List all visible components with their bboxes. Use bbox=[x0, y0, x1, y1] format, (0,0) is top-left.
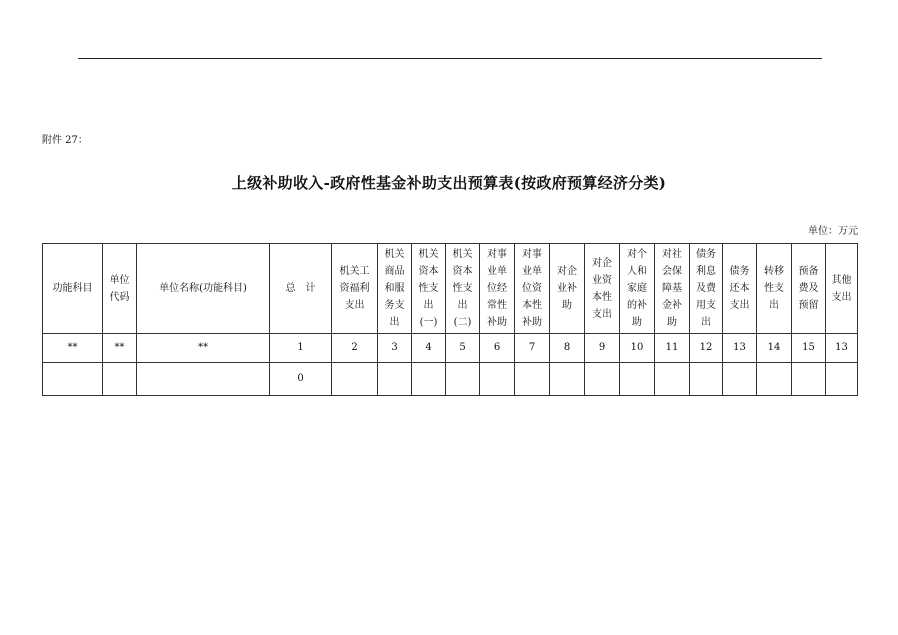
column-header-line: 障基 bbox=[662, 283, 682, 294]
data-cell bbox=[137, 363, 270, 396]
column-header bbox=[137, 244, 270, 334]
index-cell: 3 bbox=[378, 334, 412, 363]
column-header-line: 金补 bbox=[662, 300, 682, 311]
column-header-line: 和服 bbox=[384, 283, 405, 294]
column-header-line: 单位 bbox=[109, 274, 130, 286]
column-header-line: 机关 bbox=[384, 249, 405, 260]
column-header bbox=[332, 244, 378, 334]
index-cell: 8 bbox=[550, 334, 585, 363]
top-divider bbox=[78, 58, 822, 59]
column-header-line: 对企 bbox=[557, 266, 577, 277]
column-header bbox=[412, 244, 446, 334]
column-header-line: 预留 bbox=[798, 300, 819, 311]
column-header-line: 的补 bbox=[627, 300, 647, 311]
column-header bbox=[550, 244, 585, 334]
index-cell: ** bbox=[103, 334, 137, 363]
column-header-line: 常性 bbox=[487, 300, 507, 311]
column-header-line: 出 bbox=[457, 300, 468, 311]
column-header bbox=[43, 244, 103, 334]
column-header-line: 转移 bbox=[764, 266, 784, 277]
column-header-line: 单位名称(功能科目) bbox=[159, 283, 247, 294]
column-header-line: 资福利 bbox=[339, 283, 370, 294]
column-header-line: 对个 bbox=[627, 249, 647, 260]
column-header bbox=[826, 244, 858, 334]
data-cell bbox=[550, 363, 585, 396]
data-cell bbox=[620, 363, 655, 396]
column-header-line: 债务 bbox=[696, 249, 716, 260]
index-cell: 13 bbox=[723, 334, 757, 363]
column-header bbox=[723, 244, 757, 334]
index-cell: 5 bbox=[446, 334, 480, 363]
column-header-line: (一) bbox=[419, 317, 438, 328]
column-header-line: 业补 bbox=[557, 283, 577, 294]
data-cell bbox=[826, 363, 858, 396]
column-header bbox=[446, 244, 480, 334]
index-cell: 10 bbox=[620, 334, 655, 363]
index-cell: 4 bbox=[412, 334, 446, 363]
data-cell bbox=[480, 363, 515, 396]
unit-label: 单位：万元 bbox=[808, 226, 858, 237]
column-header-line: 人和 bbox=[627, 266, 647, 277]
column-header-line: 资本 bbox=[452, 266, 473, 277]
data-cell bbox=[412, 363, 446, 396]
data-cell bbox=[757, 363, 792, 396]
column-header bbox=[757, 244, 792, 334]
index-cell: 7 bbox=[515, 334, 550, 363]
column-header-line: 业资 bbox=[592, 274, 612, 286]
column-header-line: 补助 bbox=[487, 317, 507, 328]
column-header-line: 及费 bbox=[696, 283, 716, 294]
column-header-line: 对企 bbox=[592, 257, 612, 269]
column-header bbox=[585, 244, 620, 334]
column-header-line: 位经 bbox=[487, 283, 507, 294]
column-header bbox=[515, 244, 550, 334]
column-header-line: 债务 bbox=[729, 266, 750, 277]
column-header-line: 会保 bbox=[662, 266, 682, 277]
column-header-line: 支出 bbox=[729, 300, 750, 311]
column-header-line: 商品 bbox=[384, 266, 405, 277]
column-header-line: 性支 bbox=[764, 283, 784, 294]
column-header bbox=[103, 244, 137, 334]
data-cell bbox=[690, 363, 723, 396]
column-header-line: 助 bbox=[562, 300, 572, 311]
column-header-line: 位资 bbox=[522, 283, 542, 294]
data-cell bbox=[515, 363, 550, 396]
data-cell bbox=[332, 363, 378, 396]
index-cell: 11 bbox=[655, 334, 690, 363]
data-cell bbox=[585, 363, 620, 396]
attachment-label: 附件 27： bbox=[42, 135, 88, 146]
column-header-line: 性支 bbox=[452, 283, 473, 294]
data-cell: 0 bbox=[270, 363, 332, 396]
index-cell: 9 bbox=[585, 334, 620, 363]
column-header-line: 用支 bbox=[696, 300, 716, 311]
column-header-line: 资本 bbox=[418, 266, 439, 277]
index-cell: 14 bbox=[757, 334, 792, 363]
column-header-line: 助 bbox=[667, 317, 677, 328]
data-cell bbox=[792, 363, 826, 396]
index-cell: 1 bbox=[270, 334, 332, 363]
column-header-line: 出 bbox=[701, 317, 711, 328]
data-cell bbox=[378, 363, 412, 396]
header-row bbox=[43, 244, 858, 334]
column-header bbox=[655, 244, 690, 334]
column-header-line: 费及 bbox=[798, 283, 819, 294]
column-header-line: 出 bbox=[389, 317, 400, 328]
column-header bbox=[480, 244, 515, 334]
index-cell: 2 bbox=[332, 334, 378, 363]
column-header-line: 功能科目 bbox=[52, 283, 93, 294]
column-header-line: 业单 bbox=[522, 266, 542, 277]
column-header-line: 出 bbox=[423, 300, 434, 311]
column-header-line: 本性 bbox=[522, 300, 542, 311]
column-header-line: 性支 bbox=[418, 283, 439, 294]
column-header-line: 出 bbox=[769, 300, 779, 311]
column-header-line: 补助 bbox=[522, 317, 542, 328]
column-header-line: 对社 bbox=[662, 249, 682, 260]
index-cell: 15 bbox=[792, 334, 826, 363]
index-cell: 6 bbox=[480, 334, 515, 363]
column-header-line: 其他 bbox=[831, 274, 852, 286]
data-row bbox=[43, 363, 858, 396]
page-title: 上级补助收入-政府性基金补助支出预算表(按政府预算经济分类) bbox=[231, 174, 667, 192]
budget-table bbox=[42, 243, 858, 396]
column-header-line: 机关工 bbox=[339, 266, 370, 277]
index-cell: ** bbox=[137, 334, 270, 363]
data-cell bbox=[723, 363, 757, 396]
column-header bbox=[792, 244, 826, 334]
column-header-line: 对事 bbox=[487, 249, 507, 260]
data-cell bbox=[655, 363, 690, 396]
column-header-line: 本性 bbox=[592, 291, 612, 303]
column-header-line: 代码 bbox=[109, 291, 130, 303]
column-header-line: 家庭 bbox=[627, 283, 647, 294]
column-header bbox=[378, 244, 412, 334]
data-cell bbox=[103, 363, 137, 396]
column-header-line: 还本 bbox=[729, 283, 750, 294]
column-header-line: 助 bbox=[632, 317, 642, 328]
column-header-line: 机关 bbox=[452, 249, 473, 260]
column-header bbox=[690, 244, 723, 334]
column-header-line: 总 计 bbox=[285, 283, 316, 294]
column-header-line: 机关 bbox=[418, 249, 439, 260]
data-cell bbox=[446, 363, 480, 396]
column-header-line: 支出 bbox=[344, 300, 365, 311]
column-header-line: 支出 bbox=[592, 308, 612, 320]
column-header-line: 对事 bbox=[522, 249, 542, 260]
column-header bbox=[620, 244, 655, 334]
column-header-line: 支出 bbox=[831, 291, 852, 303]
column-header-line: 业单 bbox=[487, 266, 507, 277]
index-cell: 12 bbox=[690, 334, 723, 363]
index-cell: ** bbox=[43, 334, 103, 363]
data-cell bbox=[43, 363, 103, 396]
column-header-line: 利息 bbox=[696, 266, 716, 277]
column-header-line: (二) bbox=[453, 317, 472, 328]
column-header bbox=[270, 244, 332, 334]
index-cell: 13 bbox=[826, 334, 858, 363]
index-row bbox=[43, 334, 858, 363]
column-header-line: 预备 bbox=[798, 266, 819, 277]
column-header-line: 务支 bbox=[384, 300, 405, 311]
